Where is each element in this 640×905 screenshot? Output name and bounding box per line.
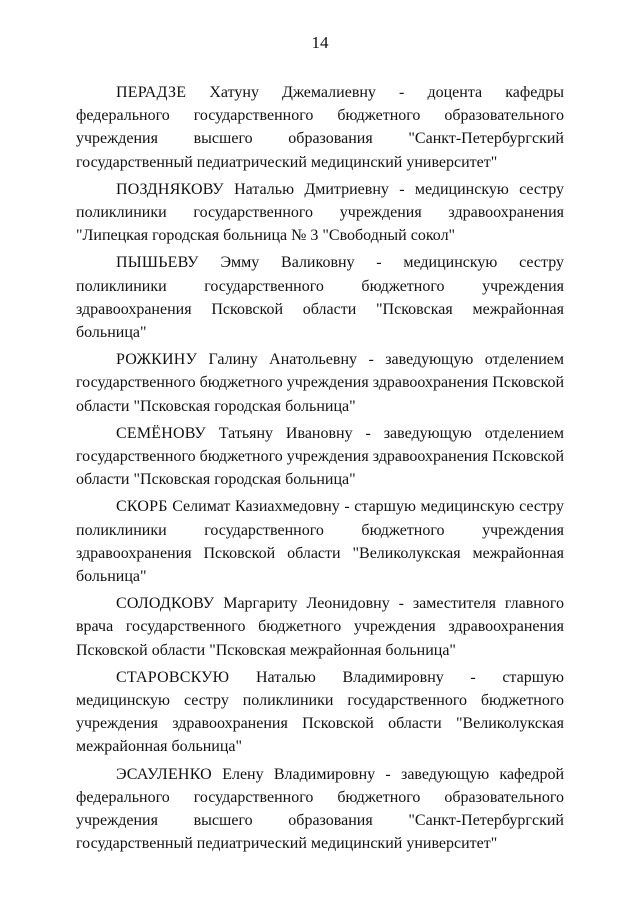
entry-surname: СОЛОДКОВУ xyxy=(116,595,215,613)
entry-surname: ПЕРАДЗЕ xyxy=(116,84,187,101)
entry-text: Наталью Дмитриевну - медицинскую сестру поликлиники государственного учреждения здравоохранения "Липецкая городская больница № 3 "Свободный сокол" xyxy=(76,180,564,245)
list-item xyxy=(76,495,564,588)
entry-surname: ПЫШЬЕВУ xyxy=(116,254,199,272)
entry-text: Галину Анатольевну - заведующую отделением государственного бюджетного учреждения здравоохранения Псковской области "Псковская городская больница" xyxy=(76,351,565,415)
entry-surname: СЕМЁНОВУ xyxy=(116,424,206,442)
entry-surname: СТАРОВСКУЮ xyxy=(116,668,230,686)
entry-text: Татьяну Ивановну - заведующую отделением государственного бюджетного учреждения здравоохранения Псковской области "Псковская городская больница" xyxy=(76,424,565,489)
entry-surname: ЭСАУЛЕНКО xyxy=(116,765,212,783)
entry-text: Хатуну Джемалиевну - доцента кафедры федерального государственного бюджетного образовательного учреждения высшего образования "Санкт-Петербургский государственный педиатрический медицинский университет" xyxy=(76,84,565,171)
page-number: 14 xyxy=(311,33,329,52)
entry-text: Елену Владимировну - заведующую кафедрой федерального государственного бюджетного образовательного учреждения высшего образования "Санкт-Петербургский государственный педиатрический медицинский университет" xyxy=(76,765,564,853)
entry-surname: ПОЗДНЯКОВУ xyxy=(116,180,224,198)
entry-surname: СКОРБ xyxy=(116,498,168,516)
list-item xyxy=(76,251,564,344)
list-item xyxy=(76,178,564,248)
entry-text: Эмму Валиковну - медицинскую сестру поликлиники государственного бюджетного учреждения здравоохранения Псковской области "Псковская межрайонная больница" xyxy=(76,254,565,342)
entry-text: Селимат Казиахмедовну - старшую медицинскую сестру поликлиники государственного бюджетного учреждения здравоохранения Псковской области "Великолукская межрайонная больница" xyxy=(76,498,565,586)
entry-surname: РОЖКИНУ xyxy=(116,351,198,369)
list-item xyxy=(76,81,564,174)
list-item xyxy=(76,422,564,492)
list-item xyxy=(76,763,564,856)
list-item xyxy=(76,348,564,418)
list-item xyxy=(76,666,564,759)
entry-text: Наталью Владимировну - старшую медицинскую сестру поликлиники государственного бюджетного учреждения здравоохранения Псковской области "Великолукская межрайонная больница" xyxy=(76,668,564,756)
entry-text: Маргариту Леонидовну - заместителя главного врача государственного бюджетного учреждения здравоохранения Псковской области "Псковская межрайонная больница" xyxy=(76,595,565,659)
award-list xyxy=(76,81,564,860)
list-item xyxy=(76,592,564,662)
